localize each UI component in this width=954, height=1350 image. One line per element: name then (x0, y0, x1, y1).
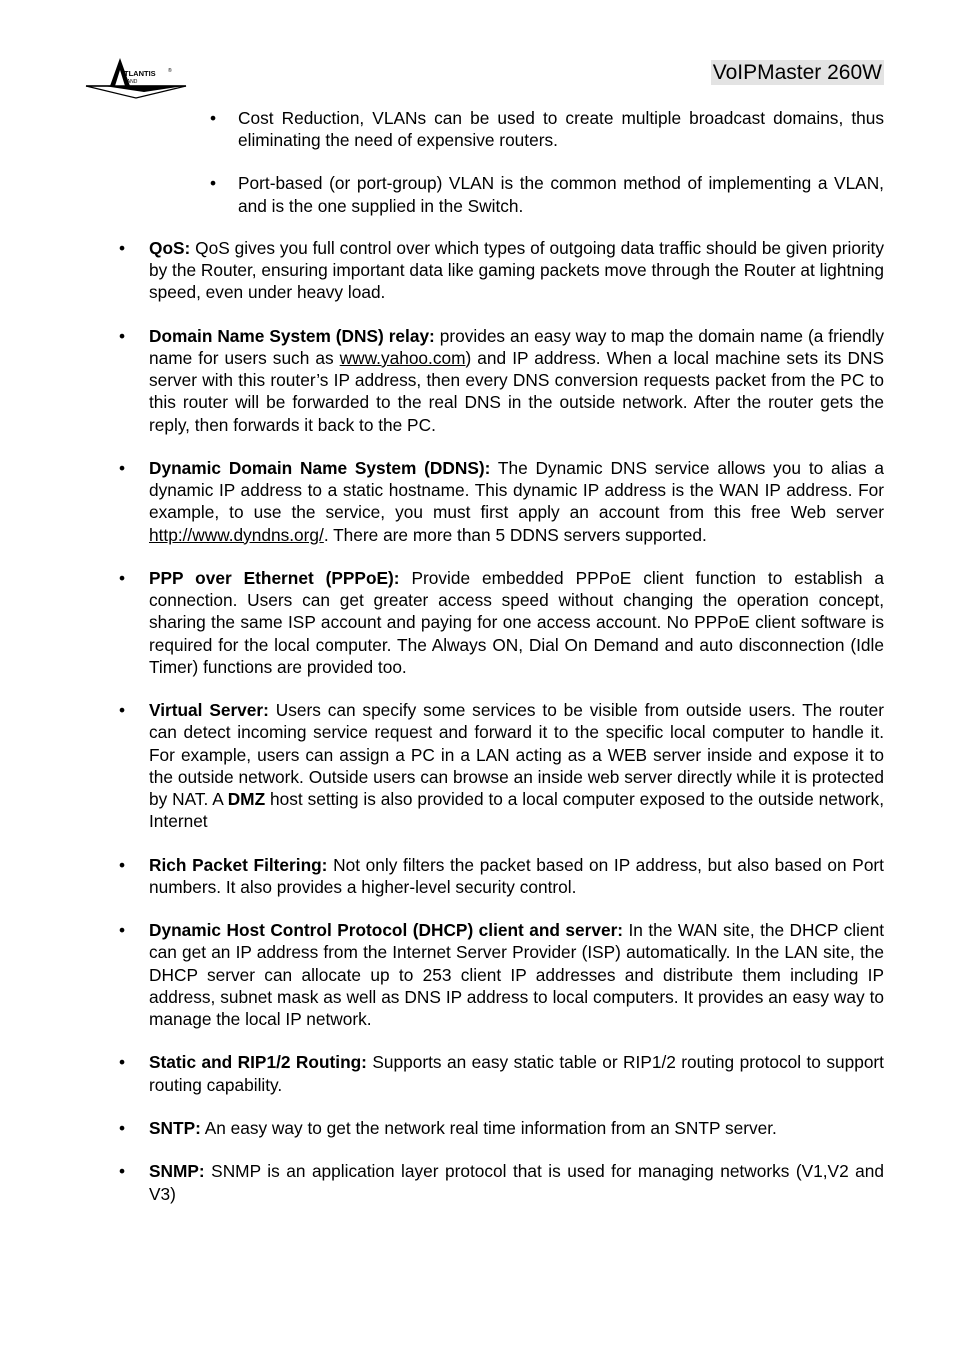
feature-text: QoS gives you full control over which types of outgoing data traffic should be given priority by the Router, ensuring important data like gaming packets move through the Router at lightning speed, even under heavy load. (149, 238, 884, 303)
feature-term: Dynamic Domain Name System (DDNS): (149, 458, 491, 478)
feature-routing (119, 1051, 884, 1095)
feature-sntp (119, 1117, 884, 1139)
feature-term: PPP over Ethernet (PPPoE): (149, 568, 400, 588)
list-item-text: Cost Reduction, VLANs can be used to create multiple broadcast domains, thus eliminating the need of expensive routers. (238, 108, 884, 151)
vlan-benefits-list (210, 107, 884, 238)
svg-text:TLANTIS: TLANTIS (124, 69, 156, 78)
feature-term: SNMP: (149, 1161, 205, 1182)
feature-term: SNTP: (149, 1118, 201, 1138)
bullet-icon: • (119, 325, 126, 346)
bullet-icon: • (210, 108, 217, 128)
bullet-icon: • (119, 920, 126, 941)
feature-term: Dynamic Host Control Protocol (DHCP) client and server: (149, 920, 624, 941)
feature-term: Domain Name System (DNS) relay: (149, 325, 435, 346)
feature-term: Rich Packet Filtering: (149, 854, 328, 875)
feature-qos (119, 237, 884, 304)
feature-text: Not only filters the packet based on IP address, but also based on Port numbers. It also provides a higher-level security control. (149, 854, 884, 897)
feature-text: host setting is also provided to a local computer exposed to the outside network, Internet (149, 789, 884, 832)
bullet-icon: • (119, 700, 126, 721)
feature-text: Users can specify some services to be visible from outside users. The router can detect incoming service request and forward it to the specific local computer to handle it. For example, users can assign a PC in a LAN acting as a WEB server inside and expose it to the outside network. Outside users can browse an inside web server directly while it is protected by NAT. A (149, 700, 884, 810)
bullet-icon: • (210, 173, 217, 194)
bullet-icon: • (119, 1052, 126, 1073)
svg-text:LAND: LAND (124, 79, 138, 85)
feature-text: ) and IP address. When a local machine sets its DNS server with this router’s IP address, then every DNS conversion requests packet from the PC to this router will be forwarded to the real DNS in the outside network. After the router gets the reply, then forwards it back to the PC. (149, 348, 884, 435)
feature-text: provides an easy way to map the domain name (a friendly name for users such as (149, 325, 885, 368)
feature-list (119, 237, 884, 1226)
list-item (210, 107, 884, 151)
atlantis-logo (84, 52, 188, 100)
feature-term: Static and RIP1/2 Routing: (149, 1052, 367, 1073)
feature-term: Virtual Server: (149, 700, 269, 721)
feature-text: SNMP is an application layer protocol that is used for managing networks (V1,V2 and V3) (149, 1161, 884, 1204)
dyndns-link[interactable]: http://www.dyndns.org/ (149, 524, 324, 545)
atlantis-logo-graphic (84, 52, 188, 100)
bullet-icon: • (119, 238, 126, 258)
feature-term: QoS: (149, 238, 191, 258)
bullet-icon: • (119, 1118, 126, 1138)
dmz-emphasis: DMZ (227, 789, 266, 810)
feature-pppoe (119, 567, 884, 678)
list-item (210, 172, 884, 216)
list-item-text: Port-based (or port-group) VLAN is the common method of implementing a VLAN, and is the one supplied in the Switch. (238, 173, 884, 216)
bullet-icon: • (119, 458, 126, 478)
product-title: VoIPMaster 260W (712, 61, 882, 84)
bullet-icon: • (119, 854, 126, 875)
feature-snmp (119, 1160, 884, 1204)
feature-text: . There are more than 5 DDNS servers supported. (323, 524, 707, 545)
feature-text: Provide embedded PPPoE client function to establish a connection. Users can get greater access speed without changing the operation concept, sharing the same ISP account and paying for one access account. No PPPoE client software is required for the local computer. The Always ON, Dial On Demand and auto disconnection (Idle Timer) functions are provided too. (149, 568, 884, 677)
bullet-icon: • (119, 1161, 126, 1182)
bullet-icon: • (119, 568, 126, 588)
feature-text: An easy way to get the network real time information from an SNTP server. (200, 1118, 777, 1138)
feature-ddns (119, 457, 884, 546)
feature-dns-relay (119, 325, 884, 436)
feature-virtual-server (119, 699, 884, 832)
feature-packet-filtering (119, 854, 884, 898)
feature-text: The Dynamic DNS service allows you to alias a dynamic IP address to a static hostname. This dynamic IP address is the WAN IP address. For example, to use the service, you must first apply an account from this free Web server (149, 458, 884, 523)
feature-dhcp (119, 919, 884, 1030)
svg-text:®: ® (168, 68, 172, 74)
feature-text: In the WAN site, the DHCP client can get an IP address from the Internet Server Provider (ISP) automatically. In the LAN site, the DHCP server can allocate up to 253 client IP addresses and distribute them including IP address, subnet mask as well as DNS IP address to local computers. It provides an easy way to manage the local IP network. (149, 920, 884, 1030)
feature-text: Supports an easy static table or RIP1/2 routing protocol to support routing capability. (149, 1052, 884, 1095)
yahoo-link[interactable]: www.yahoo.com (339, 348, 466, 368)
